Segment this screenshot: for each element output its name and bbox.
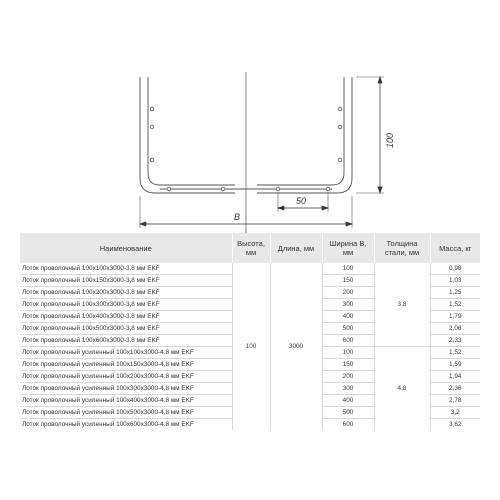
height-dimension-label: 100: [385, 132, 395, 148]
row-name: Лоток проволочный усиленный 100х100х3000-4,8 мм EKF: [20, 347, 232, 359]
row-mass: 0,98: [430, 263, 480, 275]
header-name: Наименование: [20, 233, 232, 263]
header-width: Ширина B, мм: [322, 233, 374, 263]
row-width: 500: [322, 323, 374, 335]
table-row: [20, 263, 480, 275]
row-mass: 3,2: [430, 407, 480, 419]
height-value: 100: [232, 263, 270, 430]
row-width: 600: [322, 335, 374, 347]
row-width: 300: [322, 299, 374, 311]
tray-right-wall: [257, 77, 352, 193]
pitch-dimension-label: 50: [296, 196, 307, 206]
row-mass: 1,03: [430, 275, 480, 287]
row-mass: 2,33: [430, 335, 480, 347]
row-name: Лоток проволочный 100х500х3000-3,8 мм EKF: [20, 323, 232, 335]
width-dimension-label: B: [234, 212, 241, 222]
header-length: Длина, мм: [270, 233, 322, 263]
row-width: 100: [322, 263, 374, 275]
row-mass: 1,25: [430, 287, 480, 299]
row-name: Лоток проволочный усиленный 100х400х3000-4,8 мм EKF: [20, 395, 232, 407]
row-name: Лоток проволочный 100х600х3000-3,8 мм EKF: [20, 335, 232, 347]
row-name: Лоток проволочный усиленный 100х150х3000-4,8 мм EKF: [20, 359, 232, 371]
row-name: Лоток проволочный усиленный 100х600х3000-4,8 мм EKF: [22, 420, 194, 428]
row-mass: 1,52: [430, 347, 480, 359]
header-mass: Масса, кг: [430, 233, 480, 263]
thickness-value-standard: 3,8: [374, 263, 430, 347]
row-name: Лоток проволочный усиленный 100х500х3000-4,8 мм EKF: [20, 407, 232, 419]
header-thickness: Толщина стали, мм: [374, 233, 430, 263]
row-width: 300: [322, 383, 374, 395]
row-width: 150: [322, 275, 374, 287]
row-name: Лоток проволочный 100х150х3000-3,8 мм EKF: [20, 275, 232, 287]
row-width: 150: [322, 359, 374, 371]
row-name: Лоток проволочный усиленный 100х200х3000-4,8 мм EKF: [20, 371, 232, 383]
row-width: 600: [322, 419, 374, 431]
row-mass: 1,59: [430, 359, 480, 371]
row-mass: 1,79: [430, 311, 480, 323]
row-name: Лоток проволочный усиленный 100х300х3000-4,8 мм EKF: [20, 383, 232, 395]
row-width: 200: [322, 287, 374, 299]
length-value: 3000: [270, 263, 322, 430]
thickness-value-reinforced: 4,8: [374, 347, 430, 431]
row-mass: 3,62: [430, 419, 480, 431]
row-width: 200: [322, 371, 374, 383]
row-name: Лоток проволочный 100х100х3000-3,8 мм EKF: [20, 263, 232, 275]
tray-left-wall: [140, 77, 235, 193]
row-name: Лоток проволочный 100х300х3000-3,8 мм EKF: [20, 299, 232, 311]
table-header-row: [20, 233, 480, 263]
row-mass: 2,36: [430, 383, 480, 395]
row-mass: 2,06: [430, 323, 480, 335]
row-mass: 2,78: [430, 395, 480, 407]
row-width: 400: [322, 311, 374, 323]
row-name: Лоток проволочный 100х400х3000-3,8 мм EKF: [20, 311, 232, 323]
specification-table: [20, 233, 480, 430]
tray-cross-section-drawing: [0, 0, 500, 235]
row-width: 400: [322, 395, 374, 407]
row-width: 500: [322, 407, 374, 419]
row-mass: 1,52: [430, 299, 480, 311]
row-mass: 1,94: [430, 371, 480, 383]
row-name: Лоток проволочный 100х200х3000-3,8 мм EKF: [20, 287, 232, 299]
header-height: Высота, мм: [232, 233, 270, 263]
row-width: 100: [322, 347, 374, 359]
